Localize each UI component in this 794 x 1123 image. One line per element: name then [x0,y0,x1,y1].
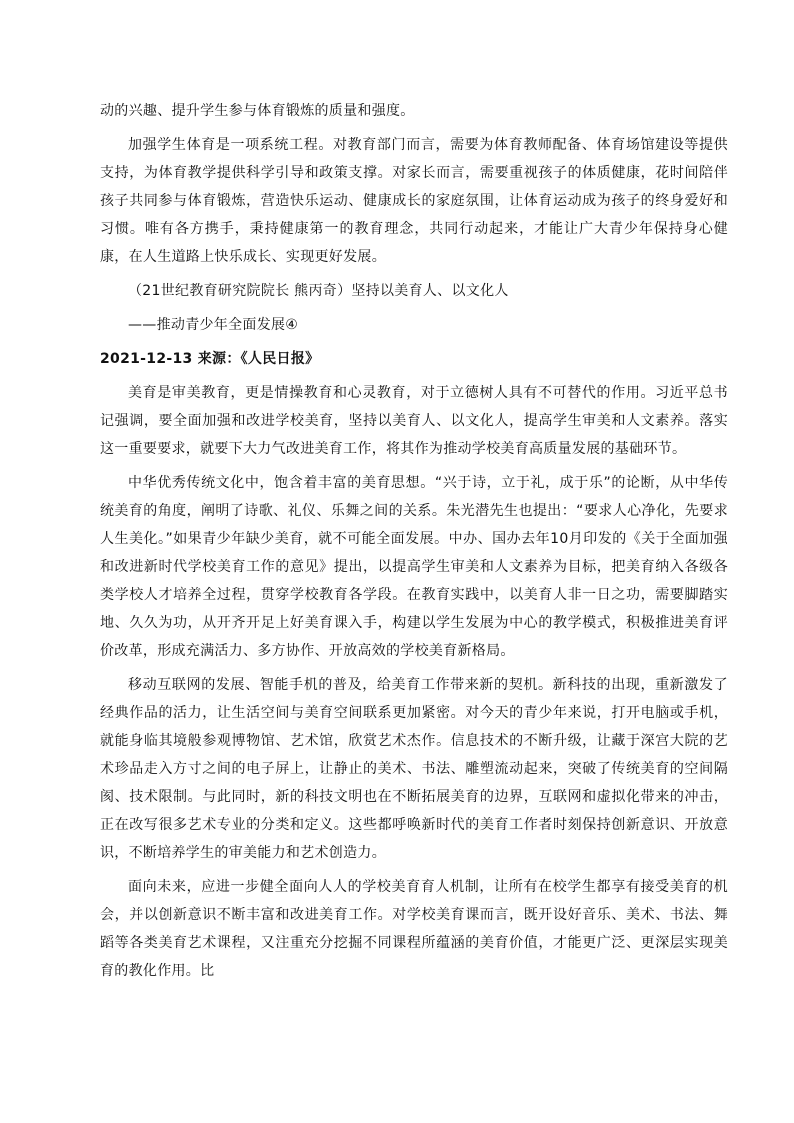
paragraph-5: 面向未来，应进一步健全面向人人的学校美育育人机制，让所有在校学生都享有接受美育的机会，并以创新意识不断丰富和改进美育工作。对学校美育课而言，既开设好音乐、美术、书法、舞蹈等各类美育艺术课程，又注重充分挖掘不同课程所蕴涵的美育价值，才能更广泛、更深层实现美育的教化作用。比 [100,879,728,979]
document-body [100,97,728,985]
intro-tail: 动的兴趣、提升学生参与体育锻炼的质量和强度。 [100,103,415,119]
date-source: 2021-12-13 来源：《人民日报》 [100,351,320,367]
paragraph-1: 加强学生体育是一项系统工程。对教育部门而言，需要为体育教师配备、体育场馆建设等提供支持，为体育教学提供科学引导和政策支撑。对家长而言，需要重视孩子的体质健康，花时间陪伴孩子共同参与体育锻炼，营造快乐运动、健康成长的家庭氛围，让体育运动成为孩子的终身爱好和习惯。唯有各方携手，秉持健康第一的教育理念，共同行动起来，才能让广大青少年保持身心健康，在人生道路上快乐成长、实现更好发展。 [100,137,728,265]
paragraph-4: 移动互联网的发展、智能手机的普及，给美育工作带来新的契机。新科技的出现，重新激发了经典作品的活力，让生活空间与美育空间联系更加紧密。对今天的青少年来说，打开电脑或手机，就能身临其境般参观博物馆、艺术馆，欣赏艺术杰作。信息技术的不断升级，让藏于深宫大院的艺术珍品走入方寸之间的电子屏上，让静止的美术、书法、雕塑流动起来，突破了传统美育的空间隔阂、技术限制。与此同时，新的科技文明也在不断拓展美育的边界，互联网和虚拟化带来的冲击，正在改写很多艺术专业的分类和定义。这些都呼唤新时代的美育工作者时刻保持创新意识、开放意识，不断培养学生的审美能力和艺术创造力。 [100,677,728,861]
paragraph-3: 中华优秀传统文化中，饱含着丰富的美育思想。“兴于诗，立于礼，成于乐”的论断，从中华传统美育的角度，阐明了诗歌、礼仪、乐舞之间的关系。朱光潜先生也提出：“要求人心净化，先要求人生美化。”如果青少年缺少美育，就不可能全面发展。中办、国办去年10月印发的《关于全面加强和改进新时代学校美育工作的意见》提出，以提高学生审美和人文素养为目标，把美育纳入各级各类学校人才培养全过程，贯穿学校教育各学段。在教育实践中，以美育人非一日之功，需要脚踏实地、久久为功，从开齐开足上好美育课入手，构建以学生发展为中心的教学模式，积极推进美育评价改革，形成充满活力、多方协作、开放高效的学校美育新格局。 [100,475,728,659]
subtitle: ——推动青少年全面发展④ [128,317,299,333]
paragraph-2: 美育是审美教育，更是情操教育和心灵教育，对于立德树人具有不可替代的作用。习近平总书记强调，要全面加强和改进学校美育，坚持以美育人、以文化人，提高学生审美和人文素养。落实这一重要要求，就要下大力气改进美育工作，将其作为推动学校美育高质量发展的基础环节。 [100,385,728,457]
author-line: （21世纪教育研究院院长 熊丙奇）坚持以美育人、以文化人 [128,283,509,299]
